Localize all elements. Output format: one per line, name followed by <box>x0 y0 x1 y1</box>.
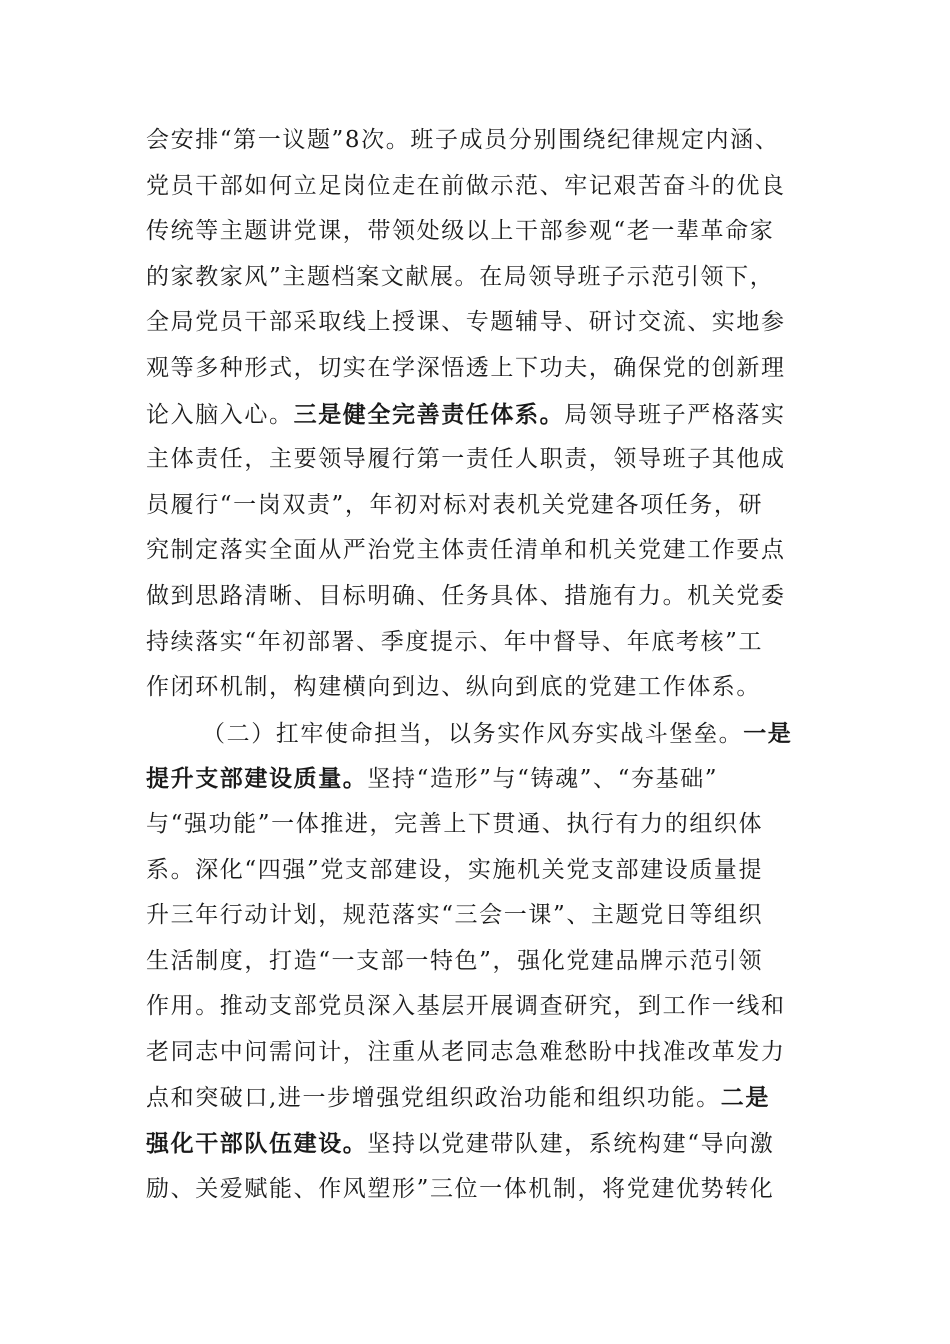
text-line <box>146 939 806 985</box>
body-text: 坚持“造形”与“铸魂”、“夯基础” <box>367 766 719 793</box>
text-line <box>146 893 806 939</box>
bold-heading-text: 二是 <box>720 1084 770 1112</box>
body-text: （二）扛牢使命担当，以务实作风夯实战斗堡垒。 <box>202 720 744 747</box>
text-line <box>146 620 806 666</box>
body-text: 党员干部如何立足岗位走在前做示范、牢记艰苦奋斗的优良 <box>146 172 786 199</box>
text-line <box>146 255 806 301</box>
body-text: 员履行“一岗双责”，年初对标对表机关党建各项任务，研 <box>146 491 764 518</box>
bold-heading-text: 强化干部队伍建设。 <box>146 1130 368 1158</box>
body-text: 究制定落实全面从严治党主体责任清单和机关党建工作要点 <box>146 537 786 564</box>
text-line <box>146 756 806 802</box>
text-line <box>146 483 806 529</box>
text-line <box>146 300 806 346</box>
body-text: 作用。推动支部党员深入基层开展调查研究，到工作一线和 <box>146 993 786 1020</box>
text-line <box>146 574 806 620</box>
body-text: 局领导班子严格落实 <box>564 401 786 428</box>
body-text: 主体责任，主要领导履行第一责任人职责，领导班子其他成 <box>146 446 786 473</box>
text-line <box>146 1121 806 1167</box>
text-line <box>146 1075 806 1121</box>
text-line <box>146 346 806 392</box>
body-text: 全局党员干部采取线上授课、专题辅导、研讨交流、实地参 <box>146 309 786 336</box>
body-text: 观等多种形式，切实在学深悟透上下功夫，确保党的创新理 <box>146 354 786 381</box>
text-line <box>146 848 806 894</box>
text-line <box>146 209 806 255</box>
text-line <box>146 118 806 164</box>
body-text: 的家教家风”主题档案文献展。在局领导班子示范引领下， <box>146 263 775 290</box>
text-line <box>146 984 806 1030</box>
text-line <box>146 665 806 711</box>
body-text: 生活制度，打造“一支部一特色”，强化党建品牌示范引领 <box>146 947 764 974</box>
body-text: 升三年行动计划，规范落实“三会一课”、主题党日等组织 <box>146 902 764 929</box>
body-text: 论入脑入心。 <box>146 401 294 428</box>
body-text: 传统等主题讲党课，带领处级以上干部参观“老一辈革命家 <box>146 218 775 245</box>
body-text: 系。深化“四强”党支部建设，实施机关党支部建设质量提 <box>146 856 764 883</box>
body-text: 会安排“第一议题”8次。班子成员分别围绕纪律规定内涵、 <box>146 127 780 153</box>
body-text: 做到思路清晰、目标明确、任务具体、措施有力。机关党委 <box>146 582 786 609</box>
text-line <box>146 1030 806 1076</box>
body-text: 与“强功能”一体推进，完善上下贯通、执行有力的组织体 <box>146 810 764 837</box>
bold-heading-text: 三是健全完善责任体系。 <box>293 400 565 428</box>
text-line <box>146 392 806 438</box>
text-line <box>146 528 806 574</box>
document-body <box>146 118 806 1212</box>
body-text: 持续落实“年初部署、季度提示、年中督导、年底考核”工 <box>146 628 764 655</box>
bold-heading-text: 一是 <box>743 719 793 747</box>
body-text: 老同志中问需问计，注重从老同志急难愁盼中找准改革发力 <box>146 1038 786 1065</box>
body-text: 作闭环机制，构建横向到边、纵向到底的党建工作体系。 <box>146 674 761 701</box>
bold-heading-text: 提升支部建设质量。 <box>146 765 368 793</box>
text-line <box>146 1167 806 1213</box>
text-line <box>146 711 806 757</box>
text-line <box>146 437 806 483</box>
text-line <box>146 802 806 848</box>
body-text: 点和突破口,进一步增强党组织政治功能和组织功能。 <box>146 1085 721 1112</box>
text-line <box>146 164 806 210</box>
body-text: 励、关爱赋能、作风塑形”三位一体机制，将党建优势转化 <box>146 1175 775 1202</box>
body-text: 坚持以党建带队建，系统构建“导向激 <box>367 1131 775 1158</box>
